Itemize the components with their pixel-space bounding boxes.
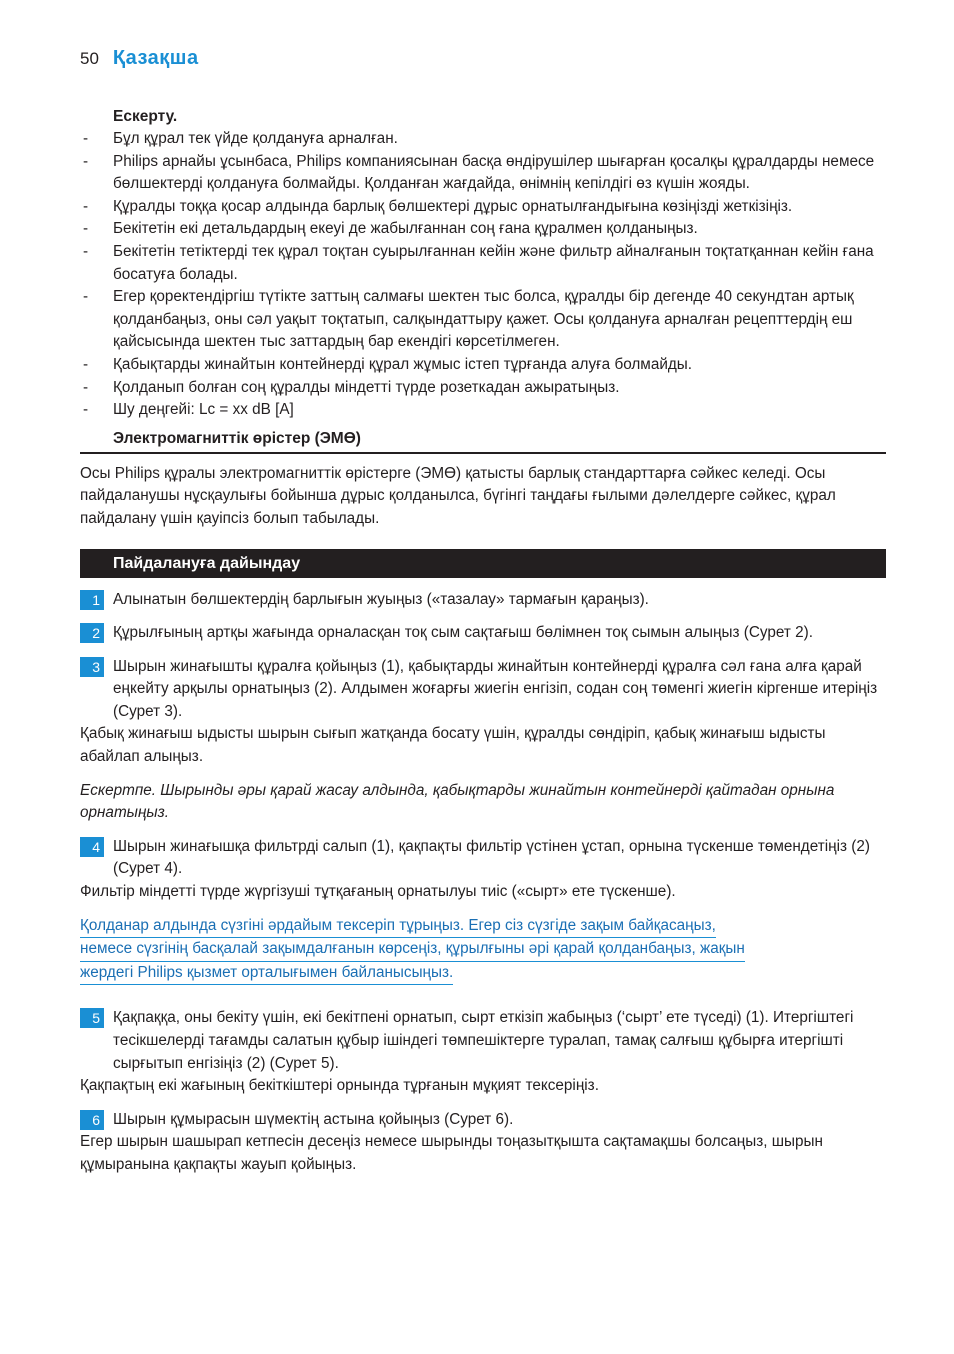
list-item: - Бұл құрал тек үйде қолдануға арналған.: [83, 130, 398, 147]
list-item: - Бекітетін тетіктерді тек құрал тоқтан суырылғаннан кейін және фильтр айналғанын тоқтатқаннан кейін ғана босатуға болады.: [83, 242, 874, 283]
list-item: - Қолданып болған соң құралды міндетті түрде розеткадан ажыратыңыз.: [83, 378, 620, 396]
warning-list: [80, 128, 886, 422]
notice-line: жердегі Philips қызмет орталығымен байланысыңыз.: [80, 962, 453, 986]
filter-notice: [80, 915, 886, 986]
step-4: [80, 836, 886, 881]
step-number: 4: [80, 837, 104, 857]
section-title-bar: Пайдалануға дайындау: [80, 549, 886, 578]
list-item: - Құралды тоққа қосар алдында барлық бөлшектері дұрыс орнатылғандығына көзіңізді жеткізіңіз.: [83, 197, 793, 215]
step-3-note: Қабық жинағыш ыдысты шырын сығып жатқанда босату үшін, құралды сөндіріп, қабық жинағыш ыдысты абайлап алыңыз.: [80, 725, 826, 766]
list-item: - Philips арнайы ұсынбаса, Philips компаниясынан басқа өндірушілер шығарған қосалқы құралдарды немесе бөлшектерді қолдануға болмайды. Қолданған жағдайда, өнімнің кепілдігі өз күшін жояды.: [83, 152, 875, 193]
step-3-caution: Ескертпе. Шырынды әры қарай жасау алдында, қабықтарды жинайтын контейнерді қайтадан орнына орнатыңыз.: [80, 781, 835, 822]
step-number: 2: [80, 623, 104, 643]
step-number: 1: [80, 590, 104, 610]
step-6-note: Егер шырын шашырап кетпесін десеңіз немесе шырынды тоңазытқышта сақтамақшы болсаңыз, шырын құмыранына қақпақты жауып қойыңыз.: [80, 1133, 823, 1173]
step-1: [80, 589, 886, 612]
step-5: [80, 1007, 886, 1075]
step-4-note: Фильтір міндетті түрде жүргізуші тұтқағаның орнатылуы тиіс («сырт» ете түскенше).: [80, 883, 676, 901]
notice-line: немесе сүзгінің басқалай зақымдалғанын көрсеңіз, құрылғыны әрі қарай қолданбаңыз, жақын: [80, 938, 745, 962]
emf-heading: Электромагниттік өрістер (ЭМӨ): [80, 428, 886, 454]
list-item: - Бекітетін екі детальдардың екеуі де жабылғаннан соң ғана құралмен қолданыңыз.: [83, 220, 698, 238]
warning-heading: Ескерту.: [113, 108, 178, 125]
step-text: Алынатын бөлшектердің барлығын жуыңыз («тазалау» тармағын қараңыз).: [113, 590, 649, 608]
page-header: [80, 47, 199, 75]
step-3: [80, 656, 886, 724]
list-item: - Қабықтарды жинайтын контейнерді құрал жұмыс істеп тұрғанда алуға болмайды.: [83, 355, 693, 373]
step-number: 3: [80, 657, 104, 677]
step-2: [80, 622, 886, 645]
step-6: [80, 1109, 886, 1132]
page-content: [80, 106, 886, 1177]
step-text: Қақпаққа, оны бекіту үшін, екі бекітпені орнатып, сырт еткізіп жабыңыз (‘сырт’ ете түседі) (1). Итергіштегі тесікшелерді тағамды салатын құбыр ішіндегі төмпешіктерге туралап, тамақ салғыш құбырға итергішті сырғытып енгізіңіз (2) (Сурет 5).: [113, 1009, 854, 1072]
step-number: 5: [80, 1008, 104, 1028]
list-item: - Шу деңгейі: Lc = xx dB [A]: [83, 401, 294, 419]
page-number: 50: [80, 49, 99, 68]
step-text: Шырын жинағышқа фильтрді салып (1), қақпақты фильтір үстінен ұстап, орнына түскенше төмендетіңіз (2) (Сурет 4).: [113, 837, 870, 878]
step-number: 6: [80, 1110, 104, 1130]
language-title: Қазақша: [112, 47, 199, 69]
list-item: - Егер қоректендіргіш түтікте заттың салмағы шектен тыс болса, құралды бір дегенде 40 секундтан артық қолданбаңыз, оны сәл уақыт тоқтатып, салқындаттыру қажет. Осы қолдануға арналған рецепттердің еш қайсысында шектен тыс заттардың бар екендігі көрсетілмеген.: [83, 288, 854, 351]
step-text: Құрылғының артқы жағында орналасқан тоқ сым сақтағыш бөлімнен тоқ сымын алыңыз (Сурет 2).: [113, 624, 813, 642]
step-text: Шырын құмырасын шүмектің астына қойыңыз (Сурет 6).: [113, 1110, 514, 1128]
emf-paragraph: Осы Philips құралы электромагниттік өрістерге (ЭМӨ) қатысты барлық стандарттарға сәйкес келеді. Осы пайдаланушы нұсқаулығы бойынша дұрыс қолданылса, бүгінгі таңдағы ғылыми дәлелдерге сәйкес, құрал пайдалану үшін қауіпсіз болып табылады.: [80, 464, 836, 527]
step-5-note: Қақпақтың екі жағының бекіткіштері орнында тұрғанын мұқият тексеріңіз.: [80, 1077, 599, 1095]
step-text: Шырын жинағышты құралға қойыңыз (1), қабықтарды жинайтын контейнерді құралға сәл ғана алға қарай еңкейту арқылы орнатыңыз (2). Алдымен жоғарғы жиегін енгізіп, содан соң төменгі жиегін кіргенше итеріңіз (Сурет 3).: [113, 657, 878, 720]
notice-line: Қолданар алдында сүзгіні әрдайым тексеріп тұрыңыз. Егер сіз сүзгіде зақым байқасаңыз,: [80, 915, 716, 939]
